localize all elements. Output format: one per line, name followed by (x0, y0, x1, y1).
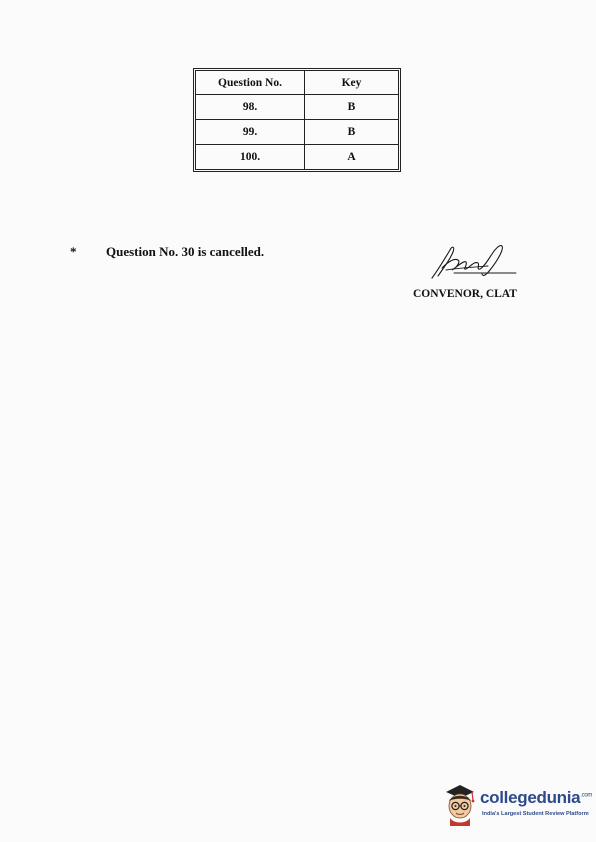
mascot-icon (440, 782, 480, 826)
note-asterisk: * (70, 244, 77, 259)
signatory-title: CONVENOR, CLAT (413, 288, 517, 300)
table-row (196, 120, 399, 145)
question-number-cell: 99. (196, 120, 305, 145)
answer-key-table (193, 68, 401, 172)
answer-key-cell: B (305, 120, 399, 145)
answer-key-grid (195, 70, 399, 170)
table-row (196, 95, 399, 120)
question-number-cell: 98. (196, 95, 305, 120)
note-text: Question No. 30 is cancelled. (106, 244, 265, 259)
brand-tagline: India's Largest Student Review Platform (482, 811, 589, 817)
answer-key-cell: A (305, 145, 399, 170)
brand-name: collegedunia$^{.com}$ (480, 788, 593, 807)
table-row (196, 145, 399, 170)
column-header-question: Question No. (196, 71, 305, 95)
question-number-cell: 100. (196, 145, 305, 170)
column-header-key: Key (305, 71, 399, 95)
signature-image (428, 240, 520, 282)
watermark-logo (440, 782, 593, 828)
table-header-row (196, 71, 399, 95)
cancellation-note (70, 244, 264, 260)
answer-key-cell: B (305, 95, 399, 120)
